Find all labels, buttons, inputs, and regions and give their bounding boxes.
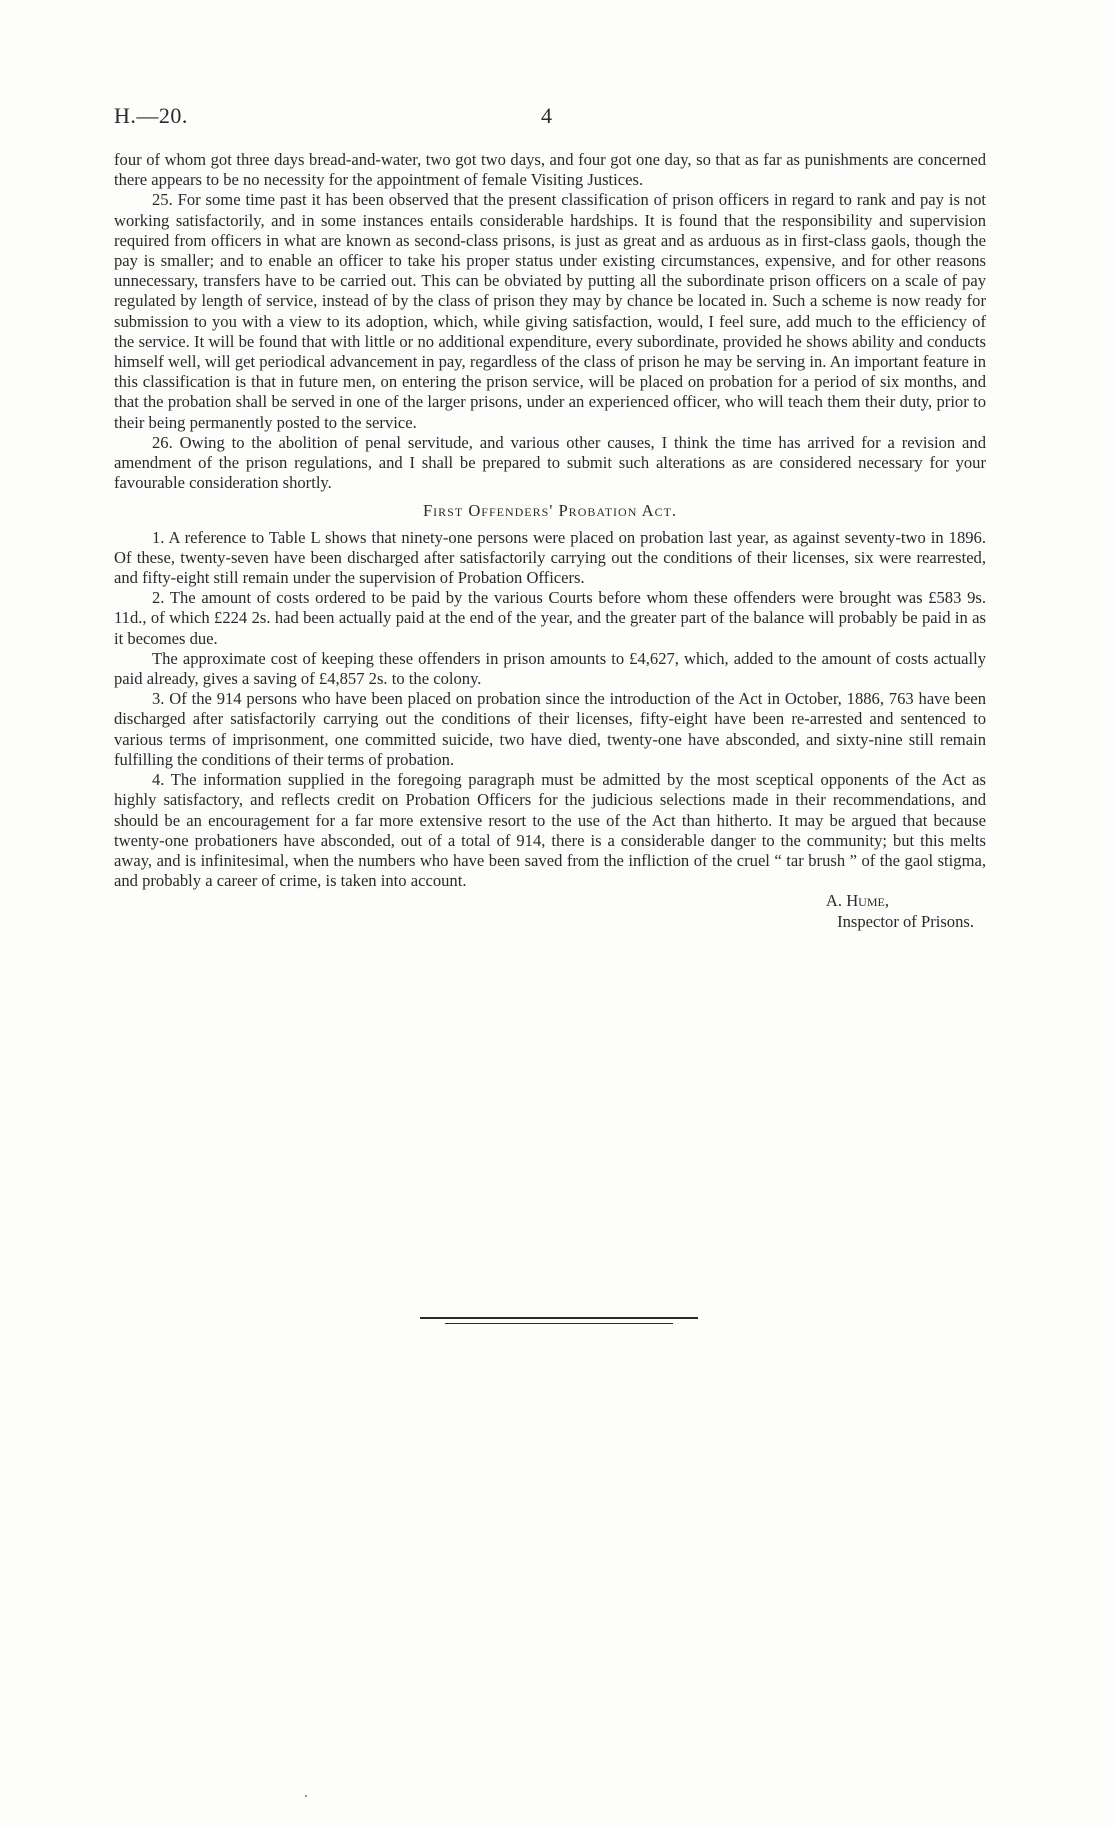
paragraph-26: 26. Owing to the abolition of penal servitude, and various other causes, I think the time has arrived for a revision and amendment of the prison regulations, and I shall be prepared to submit such alterations as are considered necessary for your favourable consideration shortly. xyxy=(114,432,986,493)
signature-surname: Hume, xyxy=(846,891,889,911)
section-paragraph-2: 2. The amount of costs ordered to be paid by the various Courts before whom these offenders were brought was £583 9s. 11d., of which £224 2s. had been actually paid at the end of the year, and the greater part of the balance will probably be paid in as it becomes due. xyxy=(114,588,986,648)
closing-rule-thin xyxy=(445,1323,673,1324)
section-paragraph-cost: The approximate cost of keeping these offenders in prison amounts to £4,627, which, added to the amount of costs actually paid already, gives a saving of £4,857 2s. to the colony. xyxy=(114,648,986,689)
document-reference: H.—20. xyxy=(114,103,188,128)
paragraph-continued: four of whom got three days bread-and-water, two got two days, and four got one day, so that as far as punishments are concerned there appears to be no necessity for the appointment of female Visiting Justices. xyxy=(114,150,986,190)
body-text xyxy=(114,150,986,932)
signature-name xyxy=(114,891,889,911)
signature-title: Inspector of Prisons. xyxy=(837,911,974,931)
signature-block xyxy=(114,891,986,931)
page-number: 4 xyxy=(541,103,552,128)
section-heading: First Offenders' Probation Act. xyxy=(422,501,678,521)
paragraph-25: 25. For some time past it has been observed that the present classification of prison officers in regard to rank and pay is not working satisfactorily, and in some instances entails considerable hardships. It is found that the responsibility and supervision required from officers in what are known as second-class prisons, is just as great and as arduous as in first-class gaols, though the pay is smaller; and to enable an officer to take his proper status under existing circumstances, expensive, and for other reasons unnecessary, transfers have to be carried out. This can be obviated by putting all the subordinate prison officers on a scale of pay regulated by length of service, instead of by the class of prison they may by chance be located in. Such a scheme is now ready for submission to you with a view to its adoption, which, while giving satisfaction, would, I feel sure, add much to the efficiency of the service. It will be found that with little or no additional expenditure, every subordinate, provided he shows ability and conducts himself well, will get periodical advancement in pay, regardless of the class of prison he may be serving in. An important feature in this classification is that in future men, on entering the prison service, will be placed on probation for a period of six months, and that the probation shall be served in one of the larger prisons, under an experienced officer, who will teach them their duty, prior to their being permanently posted to the service. xyxy=(114,190,986,432)
paper-speck xyxy=(305,1795,307,1797)
signature-initial: A. xyxy=(825,891,847,911)
closing-double-rule xyxy=(420,1317,698,1324)
section-paragraph-4: 4. The information supplied in the foregoing paragraph must be admitted by the most sceptical opponents of the Act as highly satisfactory, and reflects credit on Probation Officers for the judicious selections made in their recommendations, and should be an encouragement for a far more extensive resort to the use of the Act than hitherto. It may be argued that because twenty-one probationers have absconded, out of a total of 914, there is a considerable danger to the community; but this melts away, and is infinitesimal, when the numbers who have been saved from the infliction of the cruel “ tar brush ” of the gaol stigma, and probably a career of crime, is taken into account. xyxy=(114,770,986,891)
section-paragraph-1: 1. A reference to Table L shows that ninety-one persons were placed on probation last year, as against seventy-two in 1896. Of these, twenty-seven have been discharged after satisfactorily carrying out the conditions of their licenses, six were rearrested, and fifty-eight still remain under the supervision of Probation Officers. xyxy=(114,527,986,588)
section-paragraph-3: 3. Of the 914 persons who have been placed on probation since the introduction of the Act in October, 1886, 763 have been discharged after satisfactorily carrying out the conditions of their licenses, fifty-eight have been re-arrested and sentenced to various terms of imprisonment, one committed suicide, two have died, twenty-one have absconded, and sixty-nine still remain fulfilling the conditions of their terms of probation. xyxy=(114,689,986,769)
closing-rule-thick xyxy=(420,1317,698,1319)
page-header xyxy=(114,103,990,131)
